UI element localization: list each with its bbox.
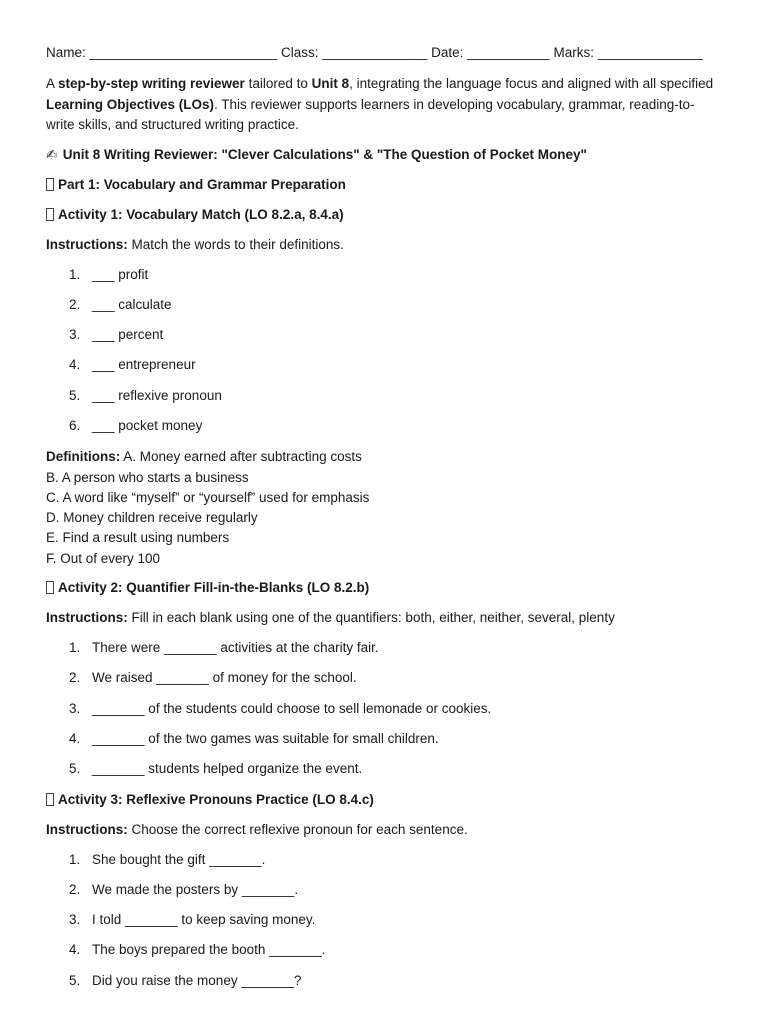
- list-item-text: ___ percent: [92, 327, 164, 343]
- list-item-number: 1.: [69, 851, 81, 867]
- reviewer-title: [46, 146, 722, 164]
- list-item-number: 2.: [69, 670, 81, 686]
- list-item: [46, 669, 722, 687]
- list-item-number: 6.: [69, 417, 81, 433]
- list-item: [46, 851, 722, 869]
- instructions-text: Fill in each blank using one of the quantifiers: both, either, neither, several, plenty: [127, 610, 615, 626]
- list-item-text: She bought the gift _______.: [92, 851, 266, 867]
- list-item: [46, 941, 722, 959]
- missing-glyph-icon: [46, 793, 54, 806]
- missing-glyph-icon: [46, 208, 54, 221]
- definition-line: [46, 447, 722, 467]
- activity3-heading: [46, 791, 722, 809]
- list-item-text: There were _______ activities at the charity fair.: [92, 640, 379, 656]
- intro-bold-unit: Unit 8: [311, 76, 350, 91]
- list-item-number: 4.: [69, 942, 81, 958]
- list-item-number: 4.: [69, 730, 81, 746]
- instructions-text: Match the words to their definitions.: [127, 236, 344, 252]
- list-item: [46, 387, 722, 405]
- list-item-text: ___ reflexive pronoun: [92, 387, 222, 403]
- activity3-list: [46, 851, 722, 990]
- definition-line: D. Money children receive regularly: [46, 510, 258, 526]
- activity1-heading-text: Activity 1: Vocabulary Match (LO 8.2.a, 8.4.a): [58, 206, 344, 222]
- list-item-number: 1.: [69, 640, 81, 656]
- list-item-number: 2.: [69, 296, 81, 312]
- instructions-label: Instructions:: [46, 821, 128, 837]
- missing-glyph-icon: [46, 178, 54, 191]
- intro-text-d: , integrating the language focus and aligned with all specified: [349, 76, 714, 91]
- activity3-heading-text: Activity 3: Reflexive Pronouns Practice (LO 8.4.c): [58, 791, 374, 807]
- list-item-text: _______ students helped organize the event.: [92, 761, 363, 777]
- list-item-number: 3.: [69, 700, 81, 716]
- list-item: [46, 730, 722, 748]
- activity2-list: [46, 639, 722, 778]
- list-item-text: Did you raise the money _______?: [92, 972, 302, 988]
- activity2-heading: [46, 579, 722, 597]
- list-item-text: The boys prepared the booth _______.: [92, 942, 326, 958]
- list-item-text: We raised _______ of money for the school.: [92, 670, 357, 686]
- activity1-list: [46, 266, 722, 435]
- list-item-number: 5.: [69, 761, 81, 777]
- list-item-text: I told _______ to keep saving money.: [92, 912, 316, 928]
- list-item: [46, 911, 722, 929]
- student-info-line: Name: _________________________ Class: ______________ Date: ___________ Marks: ______________: [46, 45, 703, 60]
- definitions-label: Definitions:: [46, 449, 121, 465]
- list-item-number: 2.: [69, 881, 81, 897]
- list-item: [46, 326, 722, 344]
- definition-text: A. Money earned after subtracting costs: [120, 449, 362, 465]
- intro-bold-los: Learning Objectives (LOs): [46, 96, 215, 112]
- reviewer-title-text: Unit 8 Writing Reviewer: "Clever Calculations" & "The Question of Pocket Money": [59, 146, 587, 162]
- list-item-number: 4.: [69, 357, 81, 373]
- list-item: [46, 417, 722, 435]
- definition-line: C. A word like “myself” or “yourself” used for emphasis: [46, 489, 370, 505]
- intro-text-a: A: [46, 76, 59, 91]
- intro-text-e: . This reviewer supports learners in developing vocabulary, grammar, reading-to-write skills, and structured writing practice.: [46, 96, 695, 132]
- definition-line: B. A person who starts a business: [46, 469, 249, 485]
- list-item-number: 5.: [69, 387, 81, 403]
- list-item-number: 3.: [69, 912, 81, 928]
- list-item-number: 1.: [69, 266, 81, 282]
- list-item: [46, 700, 722, 718]
- list-item-text: ___ entrepreneur: [92, 357, 196, 373]
- missing-glyph-icon: [46, 581, 54, 594]
- list-item-text: ___ pocket money: [92, 417, 203, 433]
- list-item-text: _______ of the two games was suitable for small children.: [92, 730, 439, 746]
- writing-hand-icon: ✍: [46, 146, 58, 162]
- intro-text-c: tailored to: [244, 76, 312, 91]
- instructions-label: Instructions:: [46, 610, 128, 626]
- list-item-number: 5.: [69, 972, 81, 988]
- part1-heading-text: Part 1: Vocabulary and Grammar Preparation: [58, 176, 346, 192]
- activity1-heading: [46, 206, 722, 224]
- definition-line: F. Out of every 100: [46, 550, 161, 566]
- list-item-text: ___ profit: [92, 266, 149, 282]
- list-item-text: We made the posters by _______.: [92, 881, 299, 897]
- list-item-text: ___ calculate: [92, 296, 172, 312]
- activity2-instructions: [46, 609, 722, 627]
- definitions-block: [46, 447, 722, 569]
- activity2-heading-text: Activity 2: Quantifier Fill-in-the-Blanks (LO 8.2.b): [58, 580, 370, 596]
- list-item: [46, 266, 722, 284]
- instructions-text: Choose the correct reflexive pronoun for each sentence.: [127, 821, 468, 837]
- list-item: [46, 296, 722, 314]
- activity1-instructions: [46, 236, 722, 254]
- list-item: [46, 881, 722, 899]
- definition-line: E. Find a result using numbers: [46, 530, 230, 546]
- list-item-number: 3.: [69, 327, 81, 343]
- list-item: [46, 760, 722, 778]
- activity3-instructions: [46, 821, 722, 839]
- list-item: [46, 356, 722, 374]
- list-item: [46, 639, 722, 657]
- intro-bold-reviewer: step-by-step writing reviewer: [58, 76, 245, 91]
- list-item: [46, 972, 722, 990]
- instructions-label: Instructions:: [46, 236, 128, 252]
- part1-heading: [46, 176, 722, 194]
- list-item-text: _______ of the students could choose to sell lemonade or cookies.: [92, 700, 492, 716]
- intro-paragraph: [46, 74, 722, 136]
